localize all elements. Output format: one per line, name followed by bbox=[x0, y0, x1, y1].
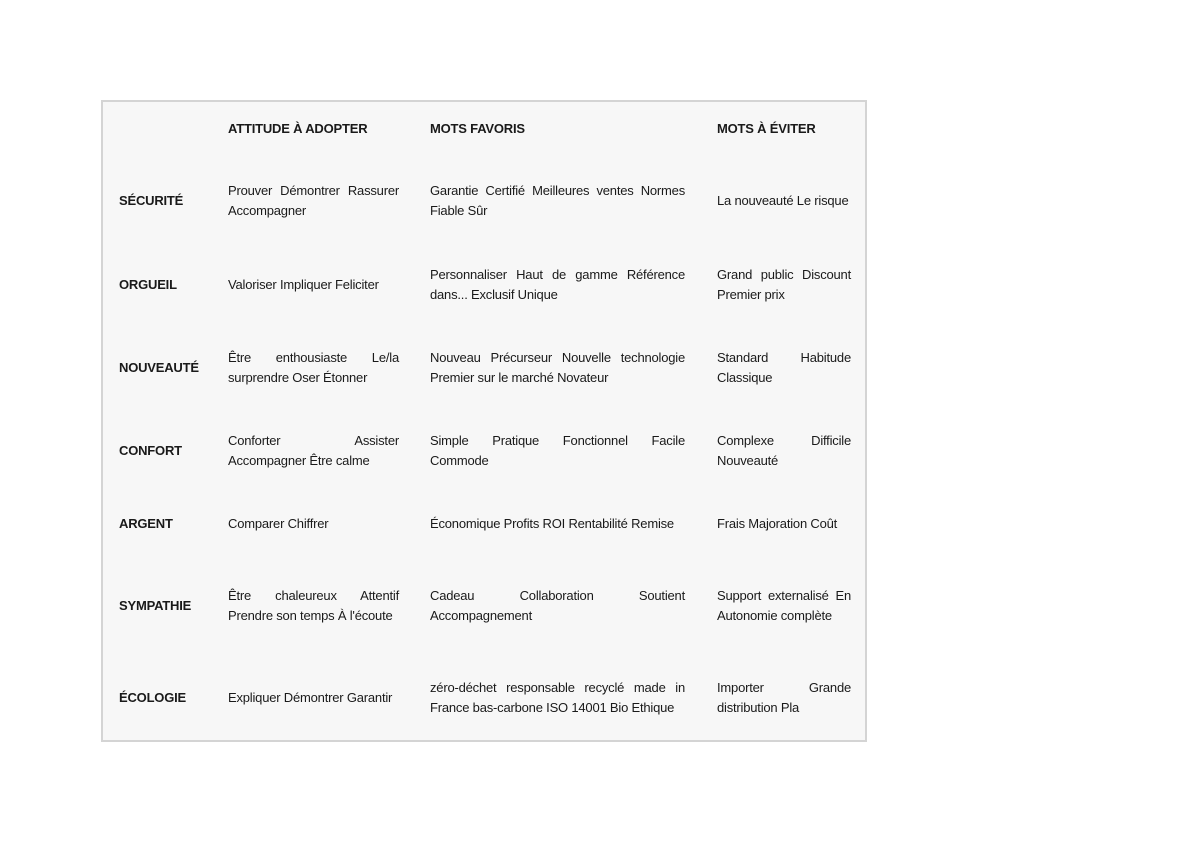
mots-eviter-cell: Support externalisé En Autonomie complète bbox=[717, 588, 851, 623]
table-row bbox=[103, 246, 865, 324]
row-label: NOUVEAUTÉ bbox=[119, 360, 199, 375]
mots-eviter-cell: Frais Majoration Coût bbox=[717, 516, 838, 531]
table-row bbox=[103, 324, 865, 412]
attitude-cell: Comparer Chiffrer bbox=[228, 516, 329, 531]
row-label: SYMPATHIE bbox=[119, 598, 192, 613]
mots-favoris-cell: zéro-déchet responsable recyclé made in France bas-carbone ISO 14001 Bio Ethique bbox=[430, 680, 685, 715]
attitude-cell: Expliquer Démontrer Garantir bbox=[228, 690, 393, 705]
mots-favoris-cell: Personnaliser Haut de gamme Référence dans... Exclusif Unique bbox=[430, 267, 685, 302]
row-label: ORGUEIL bbox=[119, 277, 177, 292]
table-row bbox=[103, 490, 865, 558]
mots-eviter-cell: Complexe Difficile Nouveauté bbox=[717, 433, 851, 468]
row-label: ARGENT bbox=[119, 516, 173, 531]
mots-favoris-cell: Nouveau Précurseur Nouvelle technologie Premier sur le marché Novateur bbox=[430, 350, 685, 385]
table-header-row bbox=[103, 102, 865, 156]
mots-eviter-cell: Grand public Discount Premier prix bbox=[717, 267, 851, 302]
table-row bbox=[103, 156, 865, 246]
table-row bbox=[103, 558, 865, 654]
attitude-cell: Être chaleureux Attentif Prendre son temps À l'écoute bbox=[228, 588, 399, 623]
header-attitude: ATTITUDE À ADOPTER bbox=[228, 121, 368, 136]
row-label: ÉCOLOGIE bbox=[119, 690, 187, 705]
mots-favoris-cell: Simple Pratique Fonctionnel Facile Commode bbox=[430, 433, 685, 468]
header-empty-cell bbox=[103, 102, 215, 156]
mots-favoris-cell: Économique Profits ROI Rentabilité Remise bbox=[430, 516, 674, 531]
table-row bbox=[103, 654, 865, 742]
mots-eviter-cell: La nouveauté Le risque bbox=[717, 193, 849, 208]
attitude-cell: Prouver Démontrer Rassurer Accompagner bbox=[228, 183, 399, 218]
attitude-cell: Conforter Assister Accompagner Être calme bbox=[228, 433, 399, 468]
mots-eviter-cell: Importer Grande distribution Pla bbox=[717, 680, 851, 715]
mots-favoris-cell: Cadeau Collaboration Soutient Accompagnement bbox=[430, 588, 685, 623]
document-table-panel bbox=[101, 100, 867, 742]
mots-favoris-cell: Garantie Certifié Meilleures ventes Normes Fiable Sûr bbox=[430, 183, 685, 218]
header-mots-eviter: MOTS À ÉVITER bbox=[717, 121, 816, 136]
header-mots-favoris: MOTS FAVORIS bbox=[430, 121, 525, 136]
row-label: SÉCURITÉ bbox=[119, 193, 184, 208]
attitude-cell: Valoriser Impliquer Feliciter bbox=[228, 277, 379, 292]
table-row bbox=[103, 412, 865, 490]
attitude-words-table bbox=[103, 102, 865, 742]
row-label: CONFORT bbox=[119, 443, 182, 458]
attitude-cell: Être enthousiaste Le/la surprendre Oser Étonner bbox=[228, 350, 399, 385]
mots-eviter-cell: Standard Habitude Classique bbox=[717, 350, 851, 385]
